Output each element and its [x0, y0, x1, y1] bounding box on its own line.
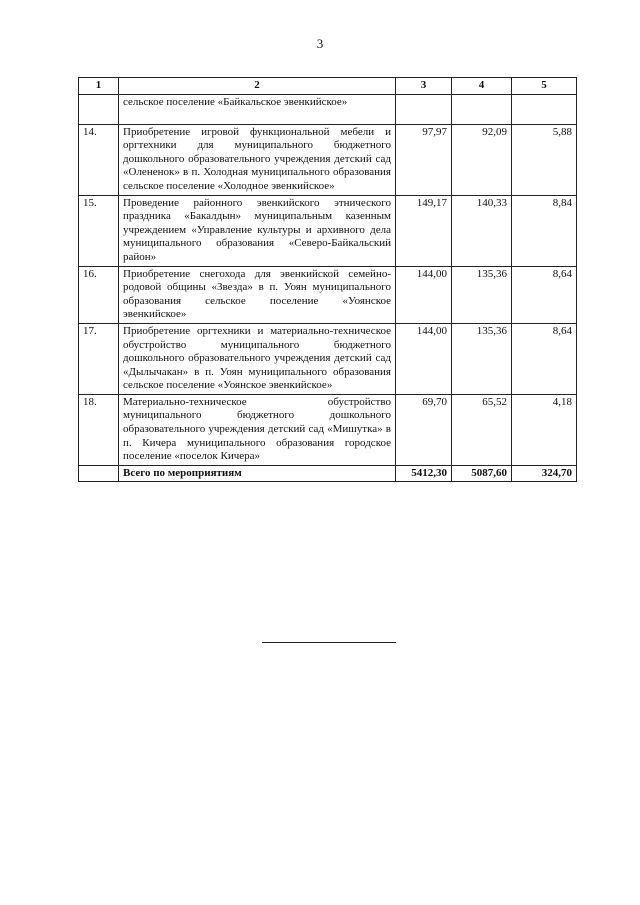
- header-col-2: 2: [119, 78, 396, 95]
- table-row: [79, 266, 577, 323]
- table-row: [79, 323, 577, 394]
- row-index: 17.: [79, 323, 119, 394]
- row-description: Проведение районного эвенкийского этнического праздника «Бакалдын» муниципальным казенным учреждением «Управление культуры и архивного дела муниципального образования «Северо-Байкальский район»: [119, 195, 396, 266]
- header-col-5: 5: [512, 78, 577, 95]
- header-col-4: 4: [452, 78, 512, 95]
- header-col-3: 3: [396, 78, 452, 95]
- header-col-1: 1: [79, 78, 119, 95]
- row-col3: 97,97: [396, 124, 452, 195]
- table-row: [79, 124, 577, 195]
- page-number: 3: [316, 36, 324, 51]
- row-col5: [512, 94, 577, 124]
- measures-table: [78, 77, 577, 482]
- row-col4: 135,36: [452, 266, 512, 323]
- total-col3: 5412,30: [396, 465, 452, 482]
- row-col5: 4,18: [512, 394, 577, 465]
- row-col4: 92,09: [452, 124, 512, 195]
- row-col4: 65,52: [452, 394, 512, 465]
- row-col4: 135,36: [452, 323, 512, 394]
- row-col4: 140,33: [452, 195, 512, 266]
- row-col5: 8,84: [512, 195, 577, 266]
- row-index: 15.: [79, 195, 119, 266]
- row-col5: 5,88: [512, 124, 577, 195]
- row-index: 18.: [79, 394, 119, 465]
- row-col3: 144,00: [396, 323, 452, 394]
- row-description: Приобретение игровой функциональной мебели и оргтехники для муниципального бюджетного дошкольного образовательного учреждения детский сад «Олененок» в п. Холодная муниципального образования сельское поселение «Холодное эвенкийское»: [119, 124, 396, 195]
- row-index: 16.: [79, 266, 119, 323]
- table-total-row: [79, 465, 577, 482]
- row-description: Приобретение оргтехники и материально-техническое обустройство муниципального бюджетного дошкольного образовательного учреждения детский сад «Дылычакан» в п. Уоян муниципального образования сельское поселение «Уоянское эвенкийское»: [119, 323, 396, 394]
- table-row: [79, 195, 577, 266]
- row-col5: 8,64: [512, 323, 577, 394]
- total-index: [79, 465, 119, 482]
- row-col3: [396, 94, 452, 124]
- row-description: Материально-техническое обустройство муниципального бюджетного дошкольного образовательного учреждения детский сад «Мишутка» в п. Кичера муниципального образования городское поселение «поселок Кичера»: [119, 394, 396, 465]
- total-label: Всего по мероприятиям: [119, 465, 396, 482]
- table-header-row: [79, 78, 577, 95]
- total-col4: 5087,60: [452, 465, 512, 482]
- row-description: сельское поселение «Байкальское эвенкийское»: [119, 94, 396, 124]
- table-row: [79, 394, 577, 465]
- row-col3: 149,17: [396, 195, 452, 266]
- row-index: [79, 94, 119, 124]
- end-divider-line: [262, 642, 396, 643]
- row-col5: 8,64: [512, 266, 577, 323]
- row-col4: [452, 94, 512, 124]
- table-row-continuation: [79, 94, 577, 124]
- row-col3: 69,70: [396, 394, 452, 465]
- row-description: Приобретение снегохода для эвенкийской семейно-родовой общины «Звезда» в п. Уоян муниципального образования сельское поселение «Уоянское эвенкийское»: [119, 266, 396, 323]
- row-index: 14.: [79, 124, 119, 195]
- total-col5: 324,70: [512, 465, 577, 482]
- row-col3: 144,00: [396, 266, 452, 323]
